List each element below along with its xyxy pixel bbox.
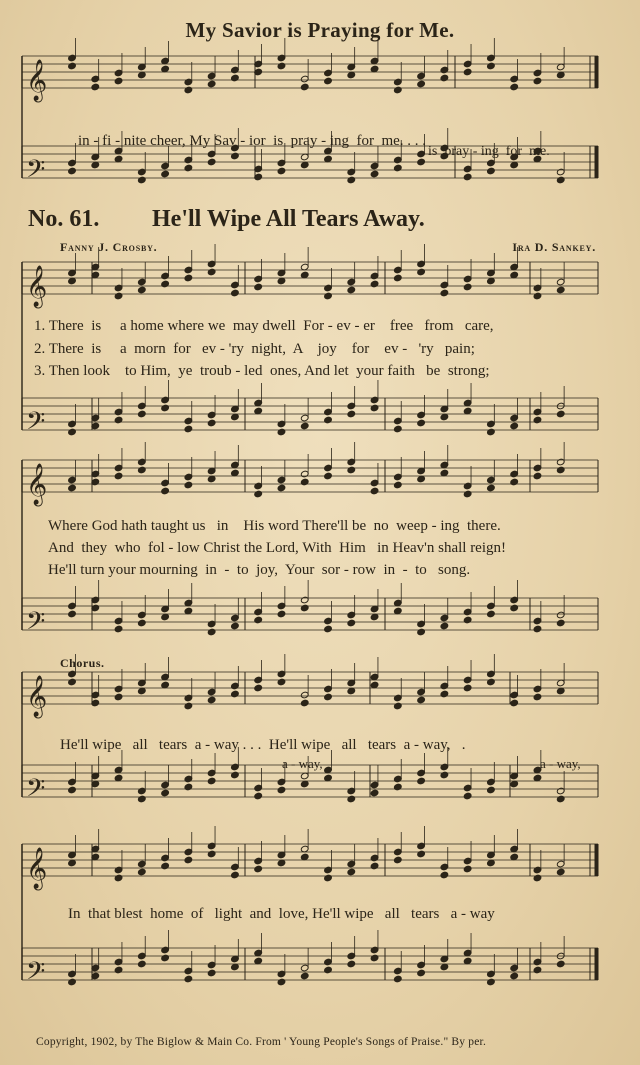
previous-hymn-lyric: in - fi - nite cheer, My Sav - ior is pray - ing for me. . . .: [78, 133, 427, 149]
hymn-author: Fanny J. Crosby.: [60, 240, 158, 254]
svg-text:𝄞: 𝄞: [26, 464, 48, 505]
svg-text:𝄞: 𝄞: [26, 848, 48, 889]
previous-hymn-title: My Savior is Praying for Me.: [185, 18, 455, 42]
svg-text:𝄞: 𝄞: [26, 266, 48, 307]
svg-text:𝄢: 𝄢: [26, 155, 46, 190]
svg-text:𝄞: 𝄞: [26, 676, 48, 717]
hymn-title: He'll Wipe All Tears Away.: [152, 206, 425, 232]
hymn-composer: Ira D. Sankey.: [512, 240, 596, 254]
copyright-notice: Copyright, 1902, by The Biglow & Main Co. From ' Young People's Songs of Praise." By per.: [36, 1036, 487, 1048]
hymn-number: No. 61.: [28, 206, 100, 232]
svg-text:𝄢: 𝄢: [26, 774, 46, 809]
chorus-label: Chorus.: [60, 656, 105, 670]
hymnal-page: My Savior is Praying for Me. 𝄞 𝄢 𝄞 𝄢 𝄞 𝄢 𝄞 𝄢 𝄞 𝄢 in - fi - nite cheer, My Sav - ior is pray - ing for me. . . . is pray - ing for me. No. 61. He'll Wipe All Tears Away. Fanny J. Crosby. Ira D. Sankey. 1. There is a home where we may dwell For - ev - er free from care, 2. There is a morn for ev - 'ry night, A joy for ev - 'ry pain; 3. Then look to Him, ye troub - led ones, And let your faith be strong; Where God hath taught us in His word There'll be no weep - ing there. And they who fol - low Christ the Lord, With Him in Heav'n shall reign! He'll turn your mourning in - to joy, Your sor - row in - to song. Chorus. He'll wipe all tears a - way . . . He'll wipe all tears a - way, . a - way, a - way, In that blest home of light and love, He'll wipe all tears a - way Copyright, 1902, by The Biglow & Main Co. From ' Young People's Songs of Praise." By per.: [0, 0, 640, 1065]
svg-text:𝄢: 𝄢: [26, 407, 46, 442]
svg-text:𝄢: 𝄢: [26, 957, 46, 992]
svg-text:𝄞: 𝄞: [26, 60, 48, 101]
previous-hymn-echo: is pray - ing for me.: [428, 144, 550, 159]
svg-text:𝄢: 𝄢: [26, 607, 46, 642]
